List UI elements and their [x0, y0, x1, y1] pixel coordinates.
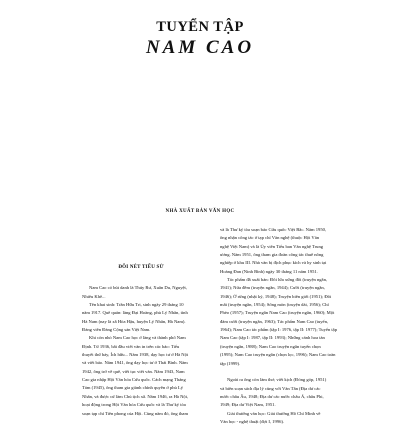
text-line: Nam Cao có bút danh là Thúy Rư, Xuân Du, Nguyệt,	[89, 285, 187, 291]
text-line: và là Thư ký tòa soạn báo Cứu quốc Việt Bắc. Năm 1950,	[220, 227, 327, 232]
text-line: 1942, ông trở về quê, viết tục viết văn. Năm 1943, Nam	[82, 368, 185, 374]
text-line: Tác phẩm đã xuất bản: Đôi lứa xứng đôi (truyện ngắn,	[227, 277, 328, 283]
text-line: Hà Nam (nay là xã Hòa Hậu, huyện Lý Nhân, Hà Nam).	[82, 318, 186, 324]
text-line: thuyết thứ bảy, Ích hữu... Năm 1938, dạy học tư ở Hà Nội	[82, 352, 189, 358]
text-line: nước châu Âu, 1948; Địa dư các nước châu Á, châu Phi,	[220, 393, 324, 399]
text-line: Văn học - nghệ thuật (đợt I, 1996).	[220, 418, 285, 424]
text-line: Ngoài ra ông còn làm thơ; viết kịch (Đóng góp, 1951)	[227, 377, 327, 383]
text-line: 1946); Ở rừng (nhật ký, 1948); Truyện biên giới (1951); Đôi	[220, 293, 332, 299]
text-line: Cao gia nhập Hội Văn hóa Cứu quốc. Cách mạng Tháng	[82, 377, 186, 383]
text-line: Tám (1945), ông tham gia giành chính quyền ở phủ Lý	[82, 385, 184, 391]
text-line: Tên khai sinh: Trần Hữu Tri, sinh ngày 29 tháng 10	[89, 302, 184, 308]
text-line: nghiệp ở khu III. Nhà văn bị địch phục kích và hy sinh tại	[220, 260, 327, 266]
text-line: 1949; Địa dư Việt Nam, 1951.	[220, 402, 276, 408]
text-line: ương. Năm 1951, ông tham gia đoàn công tác thuế nông	[220, 252, 324, 258]
text-line: soạn tạp chí Tiên phong của Hội. Cùng năm đó, ông tham	[82, 410, 189, 416]
publisher-name: NHÀ XUẤT BẢN VĂN HỌC	[165, 209, 235, 214]
text-line: Nam Cao (tập I: 1987, tập II: 1993); Những cánh hoa tàn	[220, 335, 325, 341]
text-line: và biên soạn sách địa lý cùng với Văn Tân (Địa dư các	[220, 385, 321, 391]
text-line: Phèo (1957); Truyện ngắn Nam Cao (truyện ngắn, 1960); Một	[220, 310, 335, 316]
text-line: mắt (truyện ngắn, 1954); Sống mòn (truyện dài, 1956); Chí	[220, 302, 329, 308]
text-line: hoạt động trong Hội Văn hóa Cứu quốc và là Thư ký tòa	[82, 402, 186, 408]
biography-heading: ĐÔI NÉT TIỂU SỬ	[118, 265, 164, 270]
text-line: tập (1999).	[220, 360, 241, 366]
text-line: Hoàng Đan (Ninh Bình) ngày 30 tháng 11 năm 1951.	[220, 268, 318, 274]
text-line: Đảng viên Đảng Cộng sản Việt Nam.	[82, 327, 151, 333]
text-line: Nhiêu Khê...	[82, 293, 106, 299]
text-line: nghệ Việt Nam) và là Ủy viên Tiểu ban Văn nghệ Trung	[220, 243, 324, 249]
author-title: NAM CAO	[145, 37, 255, 58]
text-line: Khi còn nhỏ Nam Cao học ở làng và thành phố Nam	[89, 335, 186, 341]
text-line: 1941); Nửa đêm (truyện ngắn, 1944); Cười (truyện ngắn,	[220, 285, 325, 291]
text-line: (truyện ngắn, 1988); Nam Cao truyện ngắn tuyển chọn	[220, 343, 321, 349]
biography-left-column	[82, 264, 200, 418]
text-line: ông nhận công tác ở tạp chí Văn nghệ (thuộc Hội Văn	[220, 235, 320, 241]
text-line: và viết báo. Năm 1941, ông dạy học tư ở Thái Bình. Năm	[82, 360, 188, 366]
text-line: năm 1917. Quê quán: làng Đại Hoàng, phủ Lý Nhân, tỉnh	[82, 310, 188, 316]
collection-title: TUYỂN TẬP	[156, 19, 244, 35]
text-line: (1995); Nam Cao truyện ngắn (chọn lọc, 1996); Nam Cao toàn	[220, 352, 336, 358]
text-line: đám cưới (truyện ngắn, 1963); Tác phẩm Nam Cao (tuyển,	[220, 318, 329, 324]
text-line: Nhân, và được cử làm Chủ tịch xã. Năm 1946, ra Hà Nội,	[82, 393, 189, 399]
text-line: Định. Từ 1936, bắt đầu viết văn in trên các báo: Tiểu	[82, 343, 180, 349]
text-line	[220, 368, 338, 376]
left-column-text	[82, 284, 200, 418]
text-line: Giải thưởng văn học: Giải thưởng Hồ Chí Minh về	[227, 410, 321, 416]
biography-right-column	[220, 226, 338, 426]
text-line: 1964); Nam Cao tác phẩm (tập I: 1976, tập II: 1977); Tuyển tập	[220, 327, 337, 333]
right-column-text	[220, 226, 338, 426]
